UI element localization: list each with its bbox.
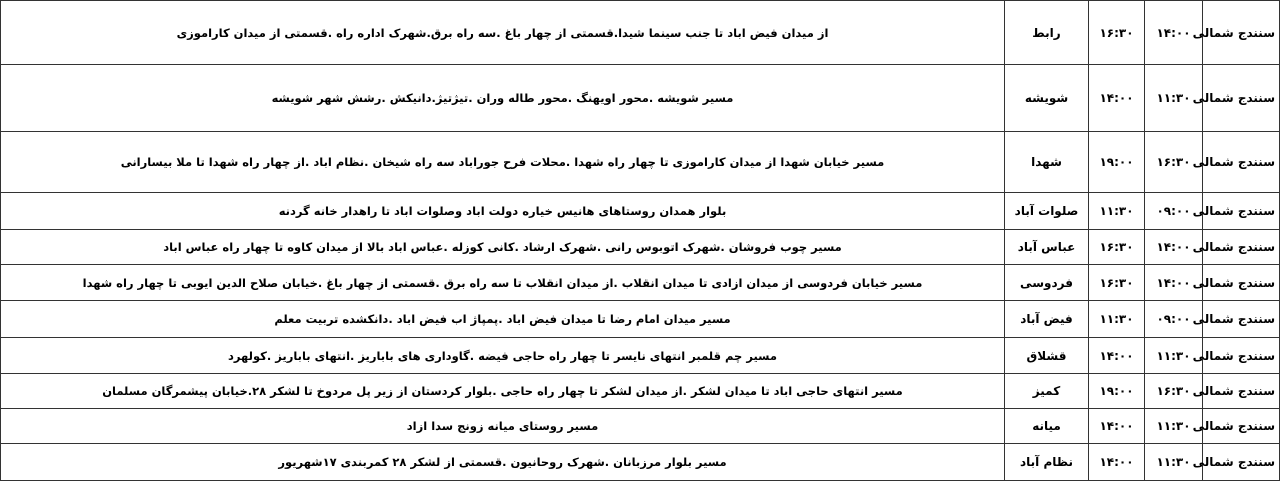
table-row — [1, 444, 1280, 481]
route-cell: مسیر چوب فروشان .شهرک اتوبوس رانی .شهرک ارشاد .کانی کوزله .عباس اباد بالا از میدان کاوه تا چهار راه عباس اباد — [1, 230, 1005, 265]
area-cell: شویشه — [1005, 65, 1089, 132]
area-cell: فردوسی — [1005, 265, 1089, 301]
region-cell: سنندج شمالی — [1203, 444, 1280, 481]
area-cell: صلوات آباد — [1005, 193, 1089, 230]
area-cell: رابط — [1005, 1, 1089, 65]
end-time-cell: ۱۶:۳۰ — [1089, 1, 1145, 65]
route-cell: مسیر شویشه .محور اویهنگ .محور طاله وران .تیژتیژ.دانیکش .رشش شهر شویشه — [1, 65, 1005, 132]
end-time-cell: ۱۱:۳۰ — [1089, 301, 1145, 338]
area-cell: قشلاق — [1005, 338, 1089, 374]
area-cell: شهدا — [1005, 132, 1089, 193]
region-cell: سنندج شمالی — [1203, 374, 1280, 409]
start-time-cell: ۱۱:۳۰ — [1145, 65, 1203, 132]
end-time-cell: ۱۶:۳۰ — [1089, 230, 1145, 265]
start-time-cell: ۱۱:۳۰ — [1145, 444, 1203, 481]
route-cell: مسیر خیابان فردوسی از میدان ازادی تا میدان انقلاب .از میدان انقلاب تا سه راه برق .قسمتی از چهار باغ .خیابان صلاح الدین ایوبی تا چهار راه شهدا — [1, 265, 1005, 301]
route-cell: مسیر بلوار مرزبانان .شهرک روحانیون .قسمتی از لشکر ۲۸ کمربندی ۱۷شهریور — [1, 444, 1005, 481]
start-time-cell: ۱۶:۳۰ — [1145, 374, 1203, 409]
table-row — [1, 1, 1280, 65]
region-cell: سنندج شمالی — [1203, 409, 1280, 444]
end-time-cell: ۱۹:۰۰ — [1089, 132, 1145, 193]
area-cell: نظام آباد — [1005, 444, 1089, 481]
table-row — [1, 193, 1280, 230]
route-cell: مسیر خیابان شهدا از میدان کاراموزی تا چهار راه شهدا .محلات فرح جوراباد سه راه شیخان .نظام اباد .از چهار راه شهدا تا ملا بیسارانی — [1, 132, 1005, 193]
end-time-cell: ۱۴:۰۰ — [1089, 409, 1145, 444]
region-cell: سنندج شمالی — [1203, 65, 1280, 132]
start-time-cell: ۱۶:۳۰ — [1145, 132, 1203, 193]
area-cell: عباس آباد — [1005, 230, 1089, 265]
start-time-cell: ۱۱:۳۰ — [1145, 409, 1203, 444]
start-time-cell: ۰۹:۰۰ — [1145, 301, 1203, 338]
region-cell: سنندج شمالی — [1203, 193, 1280, 230]
region-cell: سنندج شمالی — [1203, 338, 1280, 374]
route-cell: مسیر انتهای حاجی اباد تا میدان لشکر .از میدان لشکر تا چهار راه حاجی .بلوار کردستان از زیر پل مردوخ تا لشکر ۲۸.خیابان پیشمرگان مسلمان — [1, 374, 1005, 409]
route-cell: مسیر میدان امام رضا تا میدان فیض اباد .پمپاژ اب فیض اباد .دانکشده تربیت معلم — [1, 301, 1005, 338]
end-time-cell: ۱۴:۰۰ — [1089, 65, 1145, 132]
start-time-cell: ۱۱:۳۰ — [1145, 338, 1203, 374]
route-cell: بلوار همدان روستاهای هانیس خیاره دولت اباد وصلوات اباد تا راهدار خانه گردنه — [1, 193, 1005, 230]
end-time-cell: ۱۹:۰۰ — [1089, 374, 1145, 409]
end-time-cell: ۱۱:۳۰ — [1089, 193, 1145, 230]
table-row — [1, 374, 1280, 409]
end-time-cell: ۱۶:۳۰ — [1089, 265, 1145, 301]
region-cell: سنندج شمالی — [1203, 132, 1280, 193]
table-row — [1, 338, 1280, 374]
region-cell: سنندج شمالی — [1203, 301, 1280, 338]
route-cell: مسیر چم قلمبر انتهای نایسر تا چهار راه حاجی فیضه .گاوداری های باباریز .انتهای باباریز .کولهرد — [1, 338, 1005, 374]
table-row — [1, 265, 1280, 301]
start-time-cell: ۰۹:۰۰ — [1145, 193, 1203, 230]
region-cell: سنندج شمالی — [1203, 265, 1280, 301]
table-row — [1, 301, 1280, 338]
route-cell: از میدان فیض اباد تا جنب سینما شیدا.قسمتی از چهار باغ .سه راه برق.شهرک اداره راه .قسمتی از میدان کاراموزی — [1, 1, 1005, 65]
start-time-cell: ۱۴:۰۰ — [1145, 1, 1203, 65]
area-cell: فیض آباد — [1005, 301, 1089, 338]
area-cell: کمیز — [1005, 374, 1089, 409]
table-row — [1, 230, 1280, 265]
area-cell: میانه — [1005, 409, 1089, 444]
route-cell: مسیر روستای میانه زونج سدا ازاد — [1, 409, 1005, 444]
table-row — [1, 65, 1280, 132]
start-time-cell: ۱۴:۰۰ — [1145, 230, 1203, 265]
start-time-cell: ۱۴:۰۰ — [1145, 265, 1203, 301]
region-cell: سنندج شمالی — [1203, 230, 1280, 265]
region-cell: سنندج شمالی — [1203, 1, 1280, 65]
table-row — [1, 409, 1280, 444]
end-time-cell: ۱۴:۰۰ — [1089, 338, 1145, 374]
end-time-cell: ۱۴:۰۰ — [1089, 444, 1145, 481]
table-row — [1, 132, 1280, 193]
